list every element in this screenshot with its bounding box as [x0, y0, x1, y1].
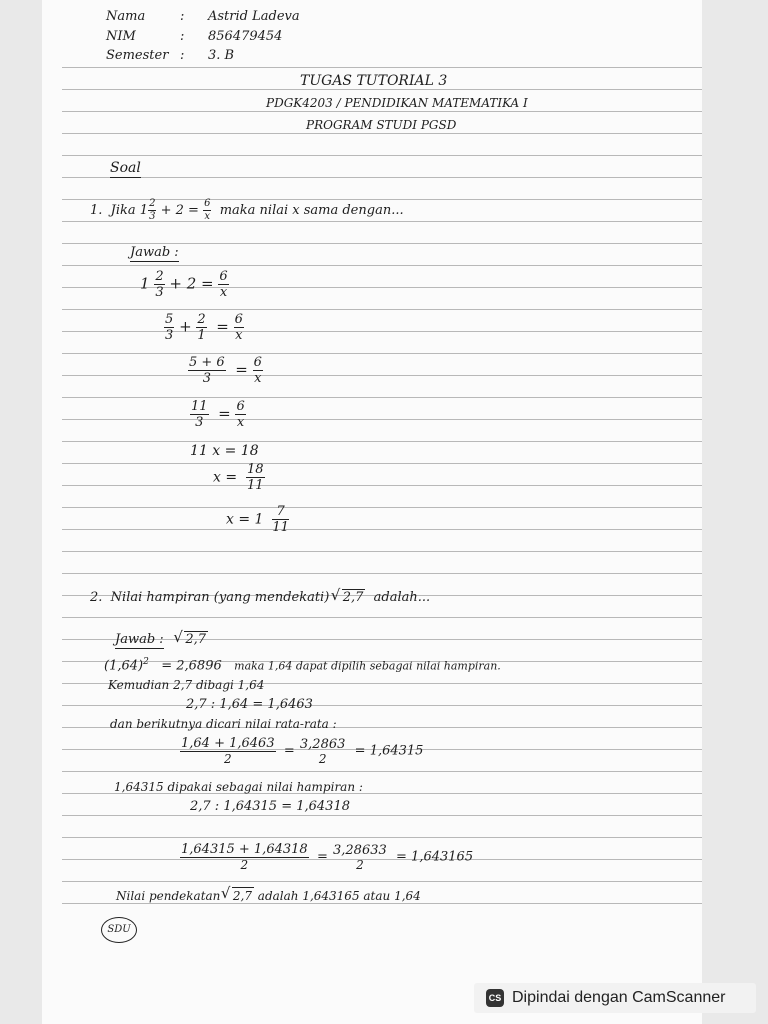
q1-step-2: [164, 313, 244, 342]
q1-s4-rn: 6: [236, 399, 245, 414]
q2-l5-num2: 3,2863: [299, 736, 346, 752]
title-line-2: PDGK4203 / PENDIDIKAN MATEMATIKA I: [266, 96, 528, 110]
q2-line-7: 2,7 : 1,64315 = 1,64318: [190, 799, 350, 814]
semester-sep: :: [180, 48, 185, 63]
q1-s2-bfrac: [196, 313, 206, 342]
q1-rhs-den: x: [204, 211, 211, 222]
ruled-line: [62, 815, 702, 816]
q2-l8-den: 2: [240, 858, 249, 872]
q1-s2-eq: =: [216, 317, 229, 336]
q1-step-3: [188, 356, 263, 385]
q2-l9-radical: [232, 887, 254, 904]
ruled-line: [62, 573, 702, 574]
q1-jawab: [130, 245, 179, 261]
soal-heading-text: Soal: [110, 160, 141, 176]
q2-jawab-radical: [184, 631, 208, 648]
q1-s2-afrac: [164, 313, 174, 342]
ruled-line: [62, 771, 702, 772]
ruled-line: [62, 397, 702, 398]
q1-step-5: 11 x = 18: [190, 443, 259, 459]
q2-line-4: dan berikutnya dicari nilai rata-rata :: [110, 717, 337, 731]
q1-s6-den: 11: [246, 478, 264, 493]
q2-l5-frac: [180, 737, 276, 765]
q1-plus: + 2 =: [160, 203, 199, 218]
ruled-line: [62, 155, 702, 156]
title-line-3: PROGRAM STUDI PGSD: [306, 118, 457, 132]
q1-s4-frac: [190, 400, 209, 429]
ruled-line: [62, 881, 702, 882]
q1-s2-rd: x: [235, 328, 243, 343]
q2-l5-eq2: = 1,64315: [354, 743, 424, 759]
q1-s4-den: 3: [195, 415, 204, 430]
ruled-line: [62, 177, 702, 178]
nim-value: 856479454: [208, 29, 283, 44]
q2-line-9: [116, 887, 421, 904]
q1-s2-ad: 3: [165, 328, 174, 343]
q2-jawab-text: Jawab :: [115, 632, 164, 647]
q1-s3-den: 3: [202, 371, 211, 386]
ruled-line: [62, 705, 702, 706]
ruled-line: [62, 111, 702, 112]
seal-text: SDU: [107, 924, 131, 935]
ruled-line: [62, 243, 702, 244]
q1-step-7: [226, 505, 289, 534]
q2-l8-num: 1,64315 + 1,64318: [181, 842, 308, 857]
q1-suffix: maka nilai x sama dengan...: [219, 203, 404, 218]
q2-l5-den: 2: [223, 752, 232, 766]
q1-s1-den: 3: [155, 285, 164, 300]
q2-text-before: Nilai hampiran (yang mendekati): [110, 590, 330, 605]
q2-l8-num2: 3,28633: [333, 842, 387, 858]
q1-s1-num: 2: [155, 269, 164, 284]
nim-label: NIM: [106, 29, 136, 44]
q1-s7-num: 7: [272, 505, 289, 520]
q1-s1-rnum: 6: [219, 269, 228, 284]
q1-s7-frac: [272, 505, 289, 534]
semester-label: Semester: [106, 48, 169, 63]
q1-s2-an: 5: [165, 312, 174, 327]
nama-sep: :: [180, 9, 185, 24]
ruled-line: [62, 353, 702, 354]
camscanner-text: Dipindai dengan CamScanner: [512, 989, 726, 1006]
q2-l9-radicand: 2,7: [232, 889, 252, 903]
title-line-1: TUGAS TUTORIAL 3: [300, 73, 448, 89]
q2-l5-num: 1,64 + 1,6463: [181, 736, 275, 751]
q1-s2-plus: +: [179, 317, 192, 336]
ruled-line: [62, 529, 702, 530]
q2-l8-eq2: = 1,643165: [396, 849, 474, 865]
q2-radicand: 2,7: [342, 590, 364, 605]
q2-l5-frac2: [299, 738, 347, 765]
q2-l8-frac: [180, 843, 309, 871]
q2-l5-den2: 2: [318, 751, 327, 766]
q1-s7-den: 11: [272, 520, 289, 535]
q1-rhs-fraction: [203, 199, 211, 222]
q2-line-6: 1,64315 dipakai sebagai nilai hampiran :: [114, 780, 363, 794]
q1-s4-num: 11: [191, 399, 208, 414]
q1-s2-rn: 6: [234, 312, 243, 327]
q1-s3-eq: =: [235, 360, 248, 379]
ruled-line: [62, 463, 702, 464]
ruled-line: [62, 375, 702, 376]
q1-s1-rden: x: [219, 285, 228, 300]
ruled-line: [62, 67, 702, 68]
q1-mix-num: 2: [149, 198, 156, 209]
ruled-line: [62, 265, 702, 266]
q1-s6-num: 18: [246, 462, 264, 477]
q2-l8-den2: 2: [356, 857, 364, 872]
ruled-line: [62, 551, 702, 552]
ruled-line: [62, 507, 702, 508]
soal-heading: [110, 160, 141, 176]
ruled-line: [62, 133, 702, 134]
q2-line-8: [180, 843, 473, 871]
q1-s2-bn: 2: [197, 312, 206, 327]
nama-label: Nama: [106, 9, 146, 24]
sdu-seal: [101, 917, 137, 943]
q1-statement: [90, 199, 404, 222]
q1-s4-rfrac: [235, 400, 245, 429]
q2-line-2: Kemudian 2,7 dibagi 1,64: [108, 678, 265, 692]
q2-text-after: adalah...: [373, 590, 431, 605]
q2-l1-text: maka 1,64 dapat dipilih sebagai nilai hampiran.: [234, 659, 501, 673]
q2-l9-before: Nilai pendekatan: [116, 889, 221, 903]
q2-l1-exp: 2: [143, 657, 149, 667]
ruled-line: [62, 485, 702, 486]
q2-radical: [342, 589, 366, 606]
semester-value: 3. B: [208, 48, 235, 63]
q2-l9-after: adalah 1,643165 atau 1,64: [257, 889, 421, 903]
ruled-line: [62, 309, 702, 310]
ruled-line: [62, 89, 702, 90]
ruled-line: [62, 419, 702, 420]
q1-step-6: [213, 463, 265, 492]
q2-statement: [90, 589, 430, 606]
q2-l1-eq: = 2,6896: [161, 658, 222, 674]
q1-s3-num: 5 + 6: [189, 355, 225, 370]
ruled-line: [62, 441, 702, 442]
q2-l5-eq1: =: [283, 743, 295, 759]
q1-s6-frac: [246, 463, 265, 492]
q1-s4-eq: =: [218, 404, 231, 423]
q2-line-5: [180, 737, 423, 765]
q1-s3-rfrac: [253, 356, 263, 385]
q1-s3-rd: x: [254, 371, 262, 386]
q1-step-4: [190, 400, 246, 429]
q2-number: 2.: [90, 590, 103, 605]
q2-jawab: [115, 631, 208, 648]
q1-jawab-text: Jawab :: [130, 245, 179, 260]
camscanner-logo-icon: CS: [486, 989, 504, 1007]
q2-jawab-radicand: 2,7: [185, 632, 207, 647]
q1-prefix: Jika 1: [110, 203, 149, 218]
q2-l1-base: (1,64): [104, 658, 144, 674]
ruled-line: [62, 331, 702, 332]
q1-s2-bd: 1: [197, 328, 206, 343]
nim-sep: :: [180, 29, 185, 44]
q1-s7-lhs: x = 1: [226, 511, 264, 528]
q1-s4-rd: x: [236, 415, 245, 430]
q2-line-3: 2,7 : 1,64 = 1,6463: [186, 697, 313, 712]
q1-s1-int: 1: [140, 274, 150, 293]
q1-s1-frac: [154, 270, 164, 299]
q1-rhs-num: 6: [204, 198, 211, 209]
q1-mix-den: 3: [149, 211, 156, 222]
q1-s6-lhs: x =: [213, 469, 238, 486]
nama-value: Astrid Ladeva: [208, 9, 300, 24]
q1-s3-frac: [188, 356, 226, 385]
camscanner-badge: [474, 983, 756, 1013]
ruled-line: [62, 617, 702, 618]
q1-step-1: [140, 270, 229, 299]
q1-s1-op: + 2 =: [169, 274, 214, 293]
q1-number: 1.: [90, 203, 103, 218]
q1-mixed-fraction: [148, 199, 156, 222]
ruled-line: [62, 837, 702, 838]
q1-s3-rn: 6: [253, 355, 262, 370]
q1-s2-rfrac: [234, 313, 244, 342]
q2-l8-eq1: =: [316, 849, 328, 865]
q2-l8-frac2: [332, 844, 388, 871]
q2-line-1: [104, 654, 501, 674]
q1-s1-rfrac: [218, 270, 228, 299]
